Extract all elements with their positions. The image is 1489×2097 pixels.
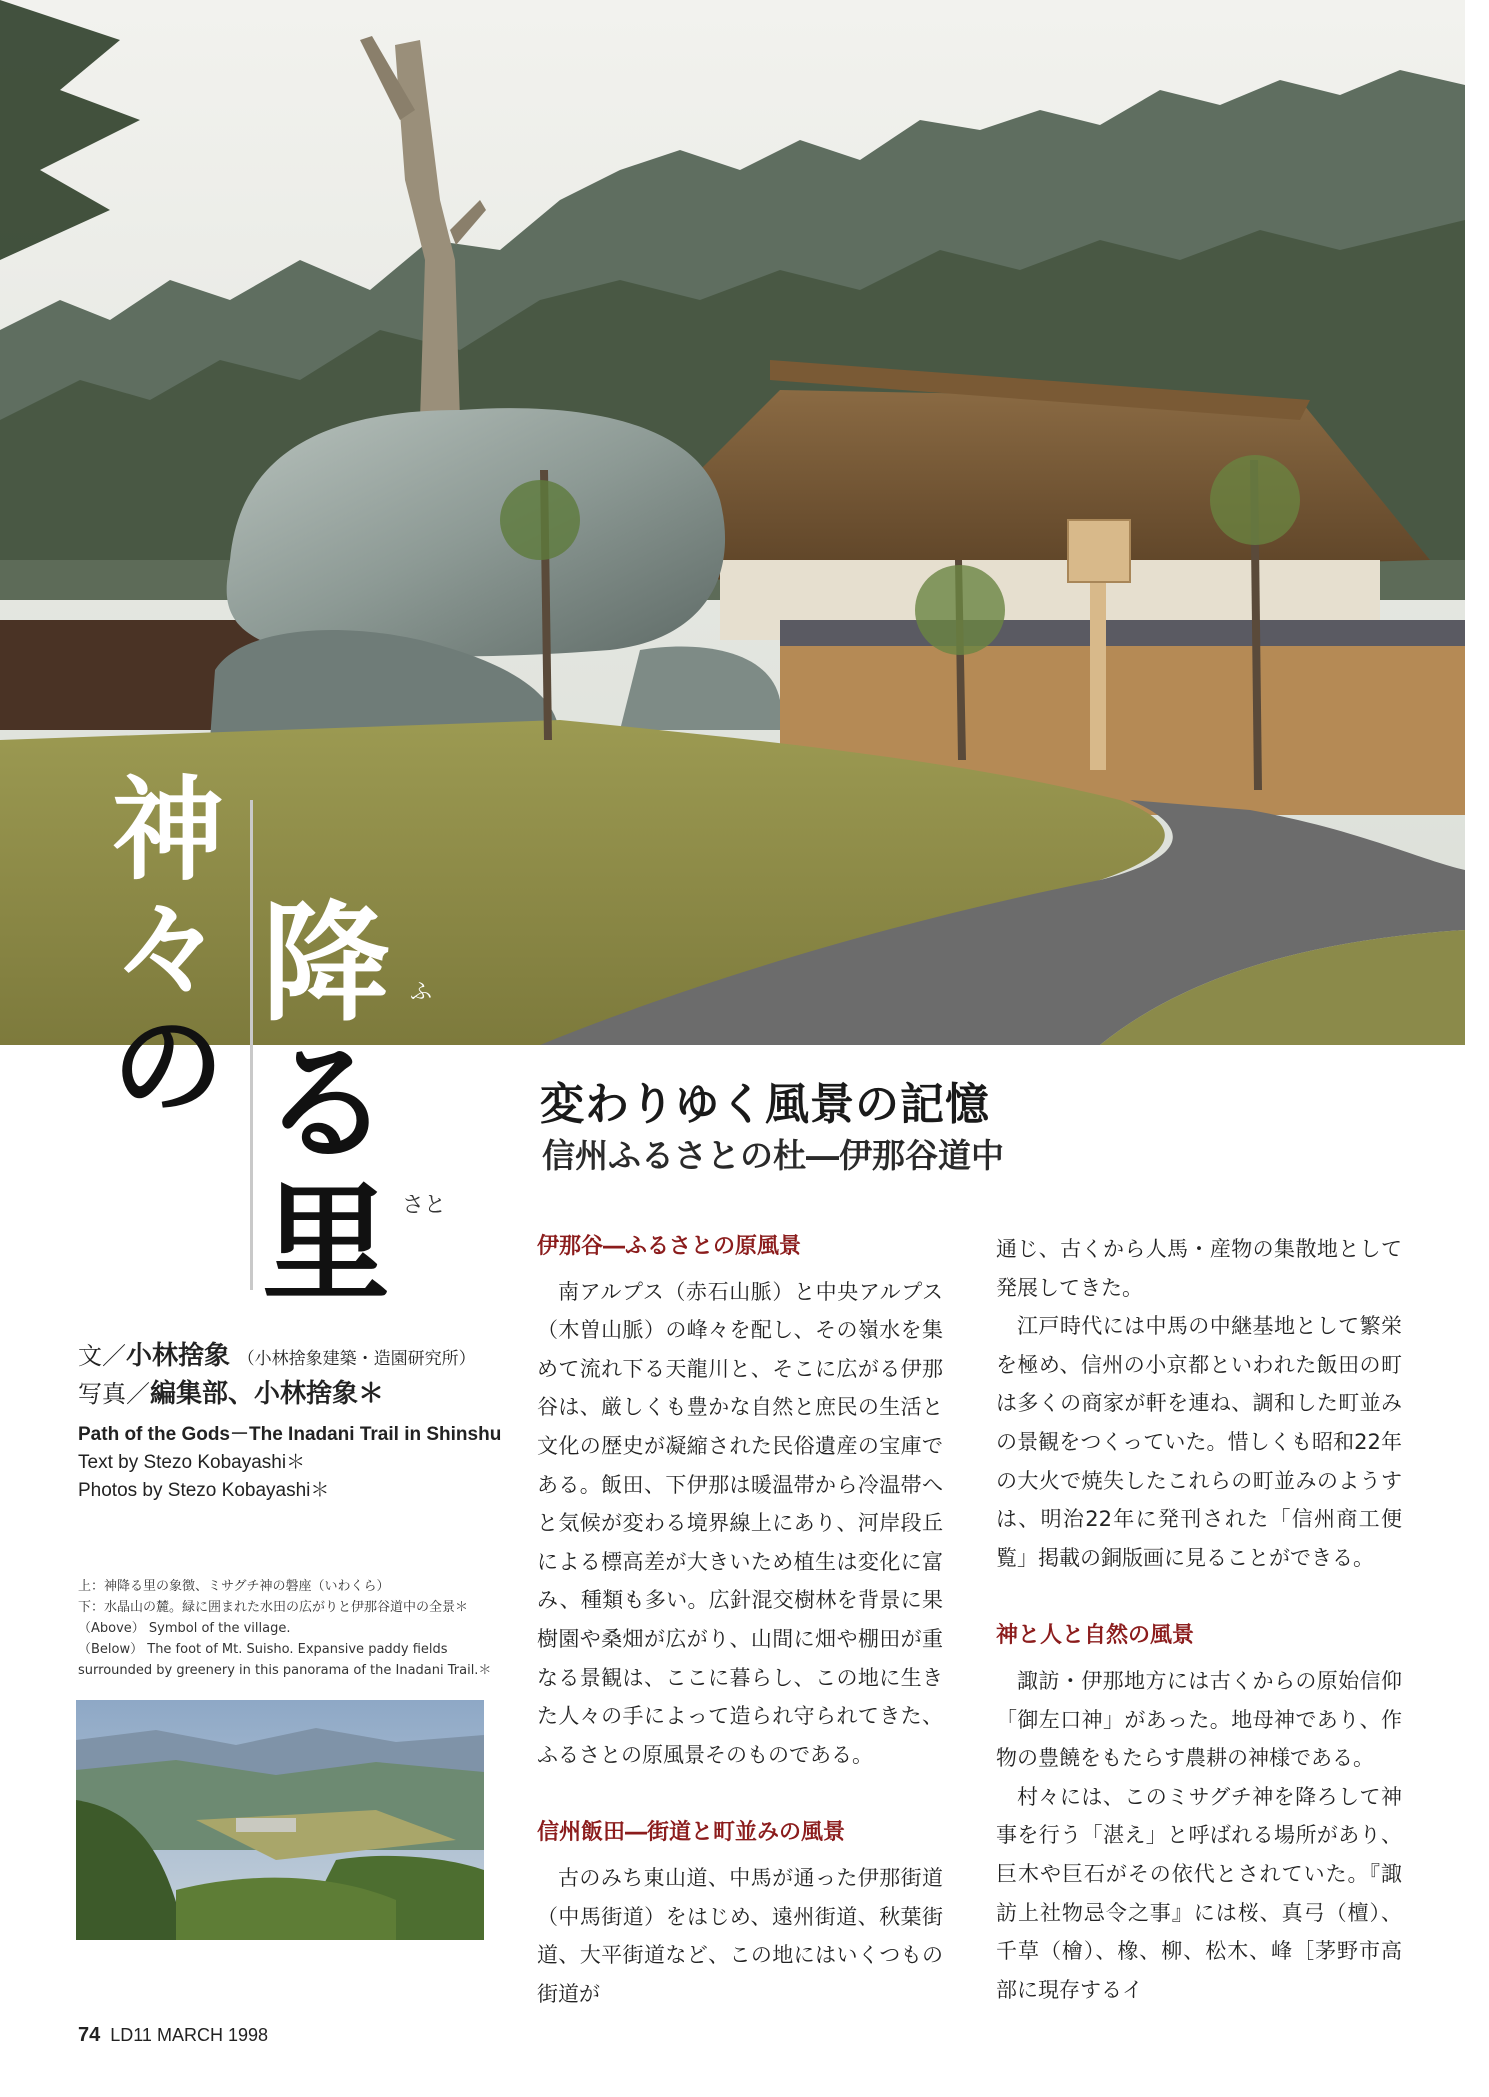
text-credit-prefix: 文／ <box>78 1342 126 1370</box>
body-paragraph: 通じ、古くから人馬・産物の集散地として発展してきた。 <box>996 1237 1402 1300</box>
body-paragraph: 古のみち東山道、中馬が通った伊那街道（中馬街道）をはじめ、遠州街道、秋葉街道、大平街道など、この地にはいくつもの街道が <box>537 1865 943 2006</box>
page-footer <box>78 2024 268 2047</box>
text-credit-name: 小林捨象 <box>126 1341 231 1371</box>
caption-line: 上：神降る里の象徴、ミサグチ神の磐座（いわくら） <box>78 1579 390 1594</box>
title-char: 神 <box>112 765 224 896</box>
article-column-2 <box>996 1230 1402 2009</box>
photo-credit-names: 編集部、小林捨象＊ <box>150 1379 385 1409</box>
photo-credit <box>78 1373 501 1411</box>
credits-block <box>78 1335 501 1503</box>
body-paragraph: 諏訪・伊那地方には古くからの原始信仰「御左口神」があった。地母神であり、作物の豊饒をもたらす農耕の神様である。 <box>996 1668 1402 1771</box>
text-credit-affiliation: （小林捨象建築・造園研究所） <box>237 1349 476 1369</box>
body-paragraph: 江戸時代には中馬の中継基地として繁栄を極め、信州の小京都といわれた飯田の町は多くの商家が軒を連ね、調和した町並みの景観をつくっていた。惜しくも昭和22年の大火で焼失したこれらの町並みのようすは、明治22年に発刊された「信州商工便覧」掲載の銅版画に見ることができる。 <box>996 1314 1402 1570</box>
section-heading: 神と人と自然の風景 <box>996 1623 1195 1649</box>
caption-line: surrounded by greenery in this panorama of the Inadani Trail.＊ <box>78 1663 492 1678</box>
article-subheadline: 信州ふるさとの杜―伊那谷道中 <box>542 1136 1004 1175</box>
section-heading: 信州飯田―街道と町並みの風景 <box>537 1820 846 1846</box>
title-ruby-furu: ふ <box>410 980 433 1005</box>
photo-caption <box>78 1576 492 1681</box>
valley-photo <box>76 1700 484 1940</box>
title-char: 々 <box>112 883 224 1014</box>
photo-credit-prefix: 写真／ <box>78 1380 150 1408</box>
page-number: 74 <box>78 2024 101 2046</box>
caption-line: （Below） The foot of Mt. Suisho. Expansive paddy fields <box>78 1642 448 1657</box>
title-char: 里 <box>262 1169 391 1319</box>
caption-line: （Above） Symbol of the village. <box>78 1621 291 1636</box>
issue-info: LD11 MARCH 1998 <box>110 2025 268 2045</box>
title-char: 降 <box>262 889 391 1039</box>
caption-line: 下：水晶山の麓。緑に囲まれた水田の広がりと伊那谷道中の全景＊ <box>78 1600 469 1615</box>
article-column-1 <box>537 1228 943 2013</box>
english-photo-credit: Photos by Stezo Kobayashi＊ <box>78 1480 330 1501</box>
section-heading: 伊那谷―ふるさとの原風景 <box>537 1234 802 1259</box>
text-credit <box>78 1335 501 1373</box>
body-paragraph: 南アルプス（赤石山脈）と中央アルプス（木曽山脈）の峰々を配し、その嶺水を集めて流れ下る天龍川と、そこに広がる伊那谷は、厳しくも豊かな自然と庶民の生活と文化の歴史が凝縮された民俗遺産の宝庫である。飯田、下伊那は暖温帯から冷温帯へと気候が変わる境界線上にあり、河岸段丘による標高差が大きいため植生は変化に富み、種類も多い。広針混交樹林を背景に果樹園や桑畑が広がり、山間に畑や棚田が重なる景観は、ここに暮らし、この地に生きた人々の手によって造られ守られてきた、ふるさとの原風景そのものである。 <box>537 1279 943 1767</box>
english-title: Path of the Gods－The Inadani Trail in Shinshu <box>78 1424 502 1445</box>
title-column-2 <box>262 889 391 1320</box>
title-column-1 <box>112 765 224 1132</box>
title-divider <box>250 800 253 1290</box>
title-ruby-sato: さと <box>402 1193 447 1218</box>
body-paragraph: 村々には、このミサグチ神を降ろして神事を行う「湛え」と呼ばれる場所があり、巨木や巨石がその依代とされていた。『諏訪上社物忌令之事』には桜、真弓（檀）、千草（檜）、橡、柳、松木、峰［茅野市高部に現存するイ <box>996 1784 1402 2002</box>
title-char: る <box>262 1029 391 1179</box>
article-headline: 変わりゆく風景の記憶 <box>540 1079 990 1130</box>
english-text-credit: Text by Stezo Kobayashi＊ <box>78 1452 306 1473</box>
title-char: の <box>112 1001 224 1132</box>
